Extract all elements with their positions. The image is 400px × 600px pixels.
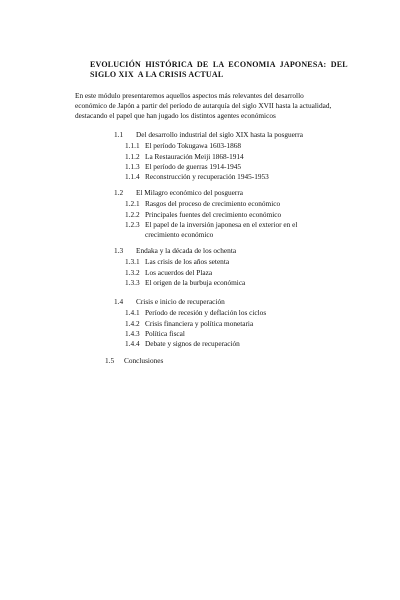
subsection-number: 1.4.2 [125,318,140,328]
subsection-title: Período de recesión y deflación los ciclos [145,308,267,318]
subsection-number: 1.3.3 [125,277,140,287]
subsection-number: 1.2.2 [125,209,140,219]
intro-line: económico de Japón a partir del período de autarquía del siglo XVII hasta la actualidad, [75,101,332,110]
subsection-number: 1.3.2 [125,267,140,277]
subsection-number: 1.4.3 [125,328,140,338]
section-number: 1.5 [105,356,115,365]
subsection-number: 1.1.1 [125,141,140,151]
subsection-title: El período de guerras 1914-1945 [145,161,242,171]
document-title [90,60,355,80]
section-title: Del desarrollo industrial del siglo XIX hasta la posguerra [136,130,303,139]
subsection-title-continued: crecimiento económico [145,230,214,240]
intro-line: En este módulo presentaremos aquellos aspectos más relevantes del desarrollo [75,91,304,100]
intro-paragraph [75,91,365,121]
section-title: Endaka y la década de los ochenta [136,246,237,255]
subsection-number: 1.1.2 [125,151,140,161]
subsection-number: 1.2.1 [125,199,140,209]
title-line: SIGLO XIX A LA CRISIS ACTUAL [90,70,224,79]
section-title: El Milagro económico del posguerra [136,188,243,197]
subsection-title: Política fiscal [145,328,185,338]
subsection-title: El origen de la burbuja económica [145,277,246,287]
subsection-title: Rasgos del proceso de crecimiento económico [145,199,281,209]
subsection-number: 1.4.1 [125,308,140,318]
title-line: EVOLUCIÓN HISTÓRICA DE LA ECONOMIA JAPONESA: DEL [90,60,348,69]
intro-line: destacando el papel que han jugado los distintos agentes económicos [75,111,276,120]
subsection-number: 1.4.4 [125,339,140,349]
subsection-title: Debate y signos de recuperación [145,339,240,349]
subsection-number: 1.1.3 [125,161,140,171]
subsection-title: El período Tokugawa 1603-1868 [145,141,242,151]
section-number: 1.2 [114,188,124,197]
subsection-number: 1.2.3 [125,219,140,229]
subsection-title: Principales fuentes del crecimiento económico [145,209,282,219]
section-number: 1.1 [114,130,124,139]
section-number: 1.3 [114,246,124,255]
subsection-title: El papel de la inversión japonesa en el exterior en el [145,219,298,229]
subsection-title: La Restauración Meiji 1868-1914 [145,151,244,161]
subsection-number: 1.1.4 [125,172,140,182]
subsection-title: Crisis financiera y política monetaria [145,318,254,328]
subsection-number: 1.3.1 [125,257,140,267]
subsection-title: Las crisis de los años setenta [145,257,230,267]
section-title: Conclusiones [124,356,164,365]
subsection-title: Reconstrucción y recuperación 1945-1953 [145,172,269,182]
section-number: 1.4 [114,297,124,306]
section-title: Crisis e inicio de recuperación [136,297,225,306]
subsection-title: Los acuerdos del Plaza [145,267,213,277]
